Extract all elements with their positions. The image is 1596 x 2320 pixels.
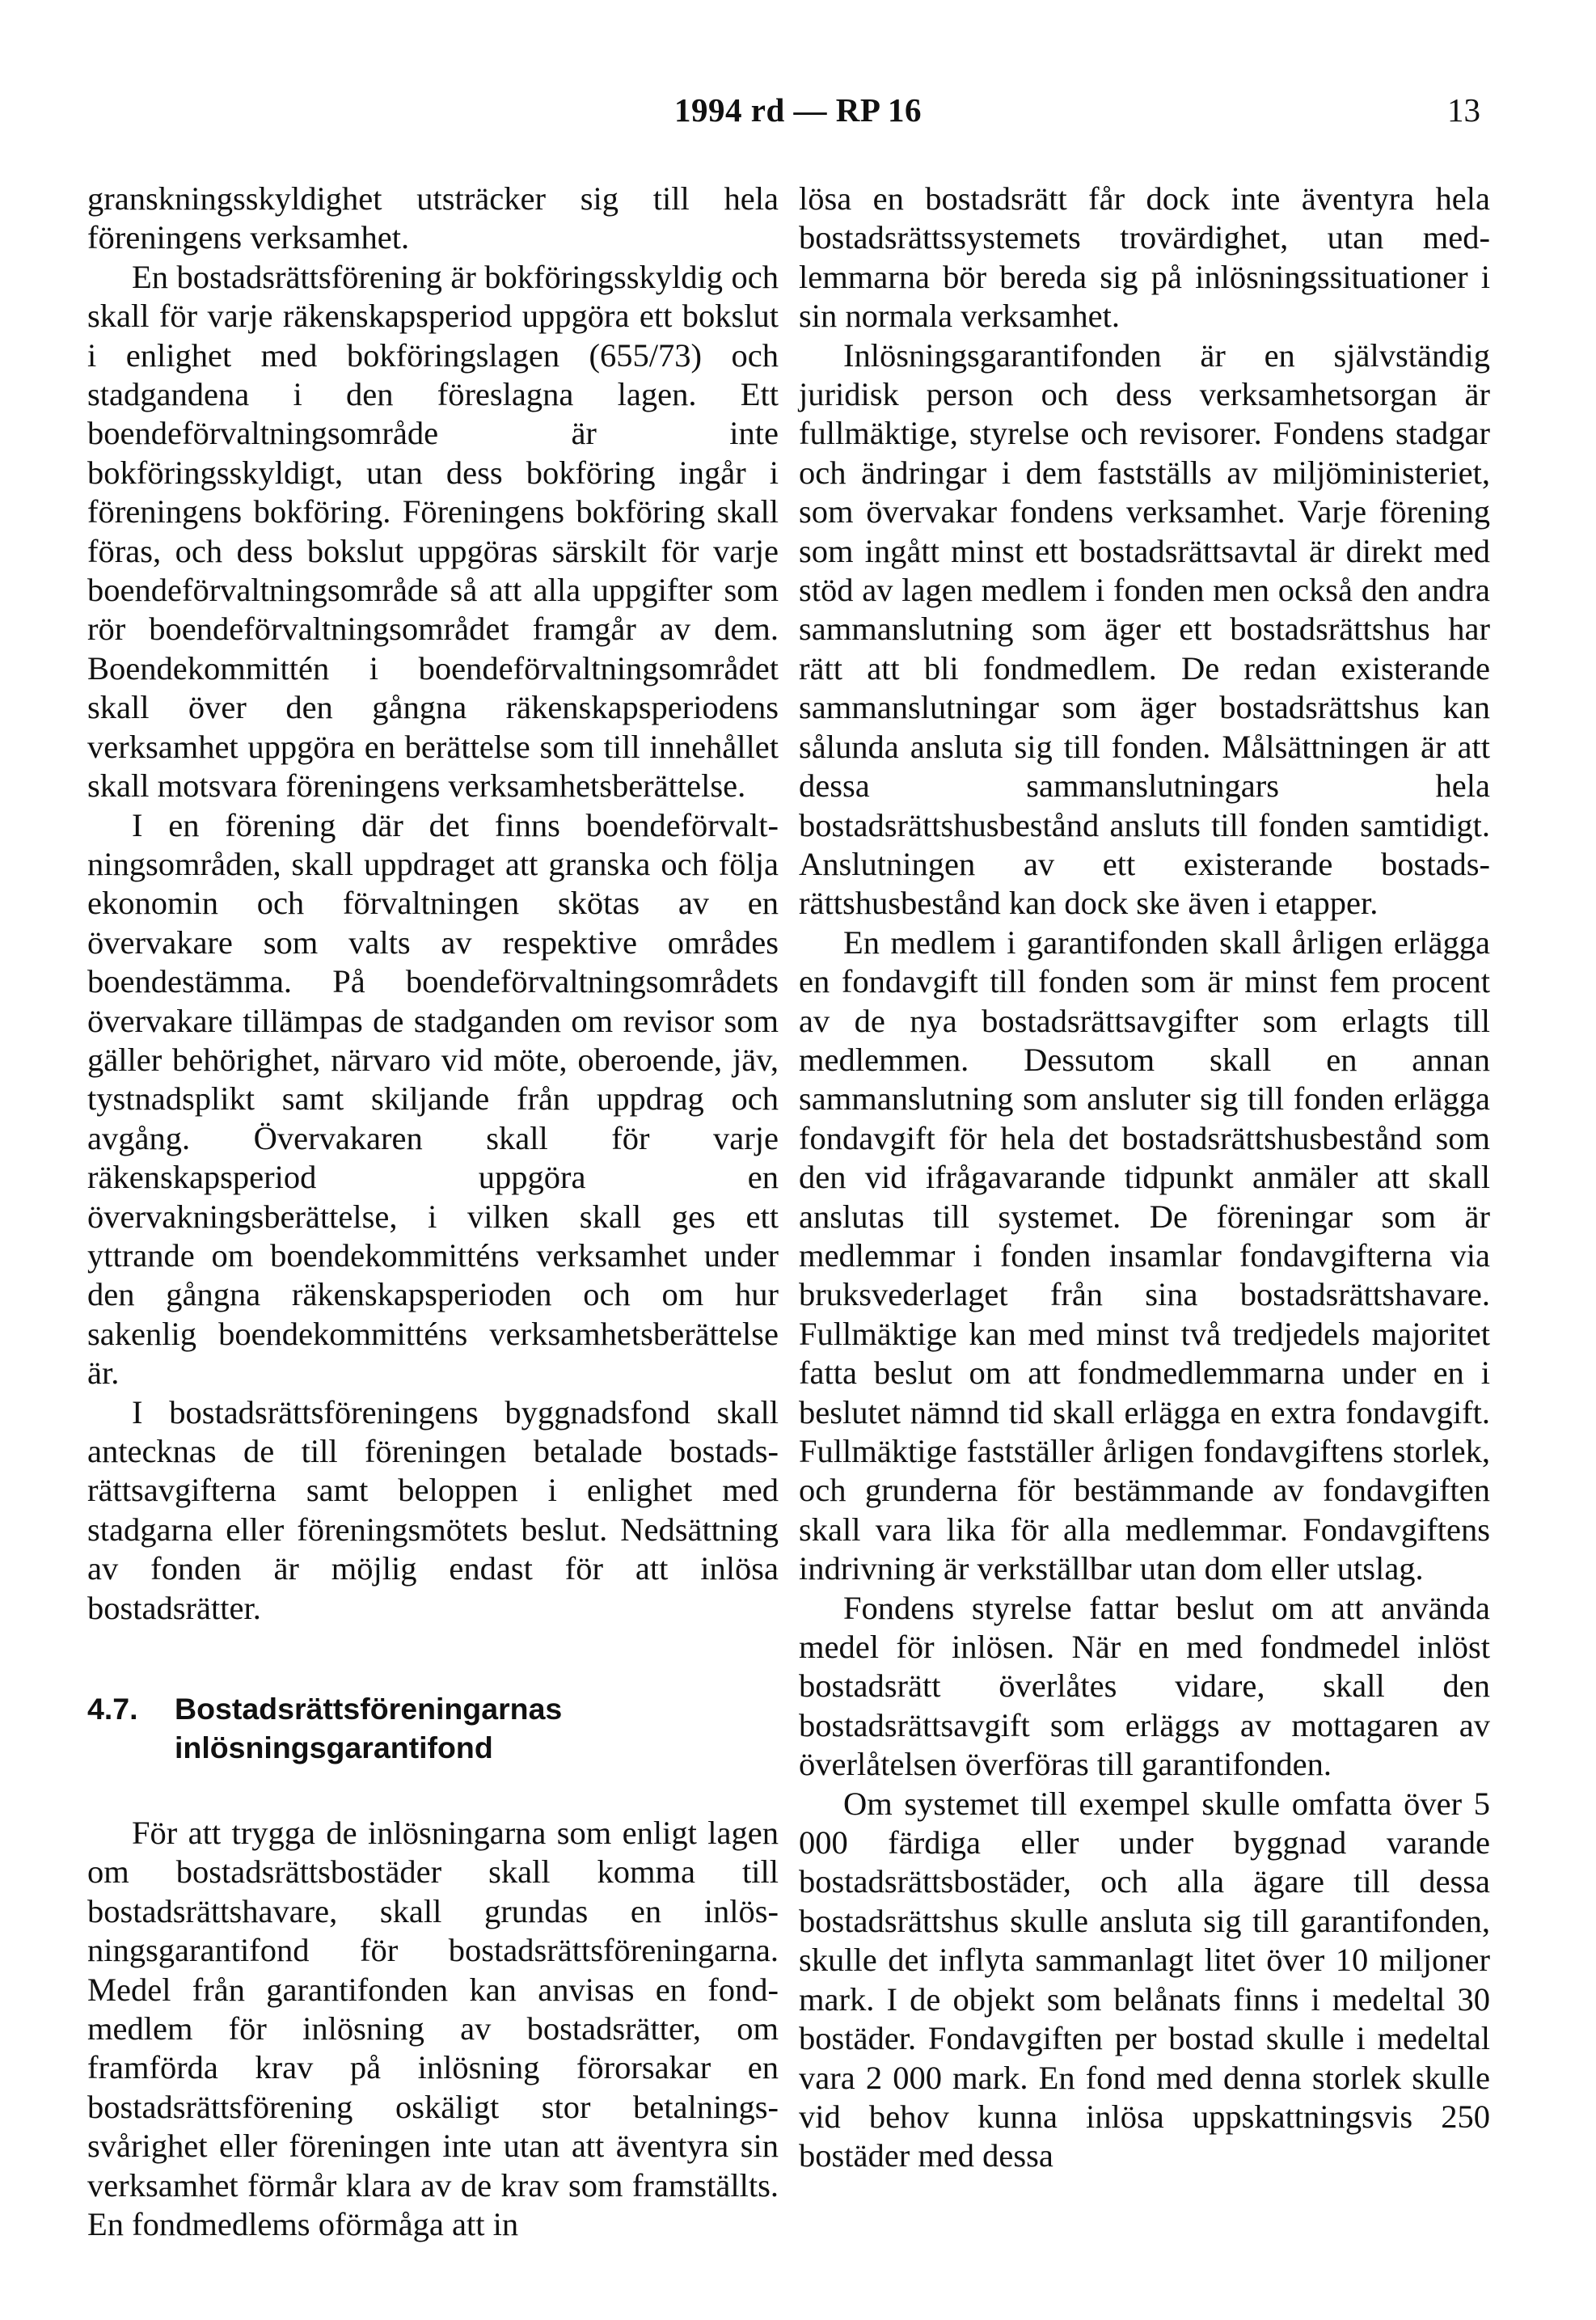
paragraph: I en förening där det finns boendeförvaltningsområden, skall uppdraget att granska och följa ekonomin och förvaltningen skötas av en övervakare som valts av respektive områdes boendestämma. På boendeförvaltningsområdets övervakare tillämpas de stadganden om revisor som gäller behörighet, närvaro vid möte, oberoende, jäv, tystnadsplikt samt skiljande från uppdrag och avgång. Övervakaren skall för varje räkenskapsperiod uppgöra en övervakningsberättelse, i vilken skall ges ett yttrande om boendekommitténs verksamhet under den gångna räkenskapsperioden och om hur sakenlig boendekommitténs verksamhetsberättelse är. (87, 806, 779, 1392)
paragraph: En bostadsrättsförening är bokföringsskyldig och skall för varje räkenskapsperiod uppgöra ett bokslut i enlighet med bokföringslagen (655/73) och stadgandena i den föreslagna lagen. Ett boendeförvaltningsområde är inte bokföringsskyldigt, utan dess bokföring ingår i föreningens bokföring. Föreningens bokföring skall föras, och dess bokslut uppgöras särskilt för varje boendeförvaltningsområde så att alla uppgifter som rör boendeförvaltningsområdet framgår av dem. Boendekommittén i boendeförvaltningsområdet skall över den gångna räkenskapsperiodens verksamhet uppgöra en berättelse som till innehållet skall motsvara föreningens verksamhetsberättelse. (87, 258, 779, 805)
section-number: 4.7. (87, 1692, 138, 1726)
paragraph: Om systemet till exempel skulle omfatta över 5 000 färdiga eller under byggnad varande bostadsrättsbostäder, och alla ägare till dessa bostadsrättshus skulle ansluta sig till garantifonden, skulle det inflyta sammanlagt litet över 10 miljoner mark. I de objekt som belånats finns i medeltal 30 bostäder. Fondavgiften per bostad skulle i medeltal vara 2 000 mark. En fond med denna storlek skulle vid behov kunna inlösa uppskattningsvis 250 bostäder med dessa (799, 1785, 1490, 2174)
paragraph: granskningsskyldighet utsträcker sig till hela föreningens verksamhet. (87, 180, 779, 256)
paragraph: En medlem i garantifonden skall årligen erlägga en fondavgift till fonden som är minst fem procent av de nya bostadsrättsavgifter som erlagts till medlemmen. Dessutom skall en annan sammanslutning som ansluter sig till fonden erlägga fondavgift för hela det bostadsrättshusbestånd som den vid ifrågavarande tidpunkt anmäler att skall anslutas till systemet. De föreningar som är medlemmar i fonden insamlar fondavgifterna via bruksvederlaget från sina bostadsrättshavare. Fullmäktige kan med minst två tredjedels majoritet fatta beslut om att fondmedlemmarna under en i beslutet nämnd tid skall erlägga en extra fondavgift. Fullmäktige fastställer årligen fondavgiftens storlek, och grunderna för bestämmande av fondavgiften skall vara lika för alla medlemmar. Fondavgiftens indrivning är verkställbar utan dom eller utslag. (799, 923, 1490, 1587)
paragraph: För att trygga de inlösningarna som enligt lagen om bostadsrättsbostäder skall komma till bostadsrättshavare, skall grundas en inlösningsgarantifond för bostadsrättsföreningarna. Medel från garantifonden kan anvisas en fondmedlem för inlösning av bostadsrätter, om framförda krav på inlösning förorsakar en bostadsrättsförening oskäligt stor betalningssvårighet eller föreningen inte utan att äventyra sin verksamhet förmår klara av de krav som framställts. En fondmedlems oförmåga att in (87, 1815, 779, 2243)
page-number: 13 (1447, 91, 1480, 129)
section-heading (87, 1689, 779, 1767)
paragraph: lösa en bostadsrätt får dock inte äventyra hela bostadsrättssystemets trovärdighet, utan medlemmarna bör bereda sig på inlösningssituationer i sin normala verksamhet. (799, 180, 1490, 335)
left-column (87, 180, 779, 2245)
paragraph: Fondens styrelse fattar beslut om att använda medel för inlösen. När en med fondmedel inlöst bostadsrätt överlåtes vidare, skall den bostadsrättsavgift som erläggs av mottagaren av överlåtelsen överföras till garantifonden. (799, 1589, 1490, 1783)
section-title: Bostadsrättsföreningarnas inlösningsgarantifond (175, 1692, 563, 1765)
paragraph: Inlösningsgarantifonden är en självständig juridisk person och dess verksamhetsorgan är fullmäktige, styrelse och revisorer. Fondens stadgar och ändringar i dem fastställs av miljöministeriet, som övervakar fondens verksamhet. Varje förening som ingått minst ett bostadsrättsavtal är direkt med stöd av lagen medlem i fonden men också den andra sammanslutning som äger ett bostadsrättshus har rätt att bli fondmedlem. De redan existerande sammanslutningar som äger bostadsrättshus kan sålunda ansluta sig till fonden. Målsättningen är att dessa sammanslutningars hela bostadsrättshusbestånd ansluts till fonden samtidigt. Anslutningen av ett existerande bostadsrättshusbestånd kan dock ske även i etapper. (799, 336, 1490, 922)
paragraph: I bostadsrättsföreningens byggnadsfond skall antecknas de till föreningen betalade bostadsrättsavgifterna samt beloppen i enlighet med stadgarna eller föreningsmötets beslut. Nedsättning av fonden är möjlig endast för att inlösa bostadsrätter. (87, 1393, 779, 1626)
right-column (799, 180, 1490, 2176)
running-header: 1994 rd — RP 16 (674, 91, 922, 129)
